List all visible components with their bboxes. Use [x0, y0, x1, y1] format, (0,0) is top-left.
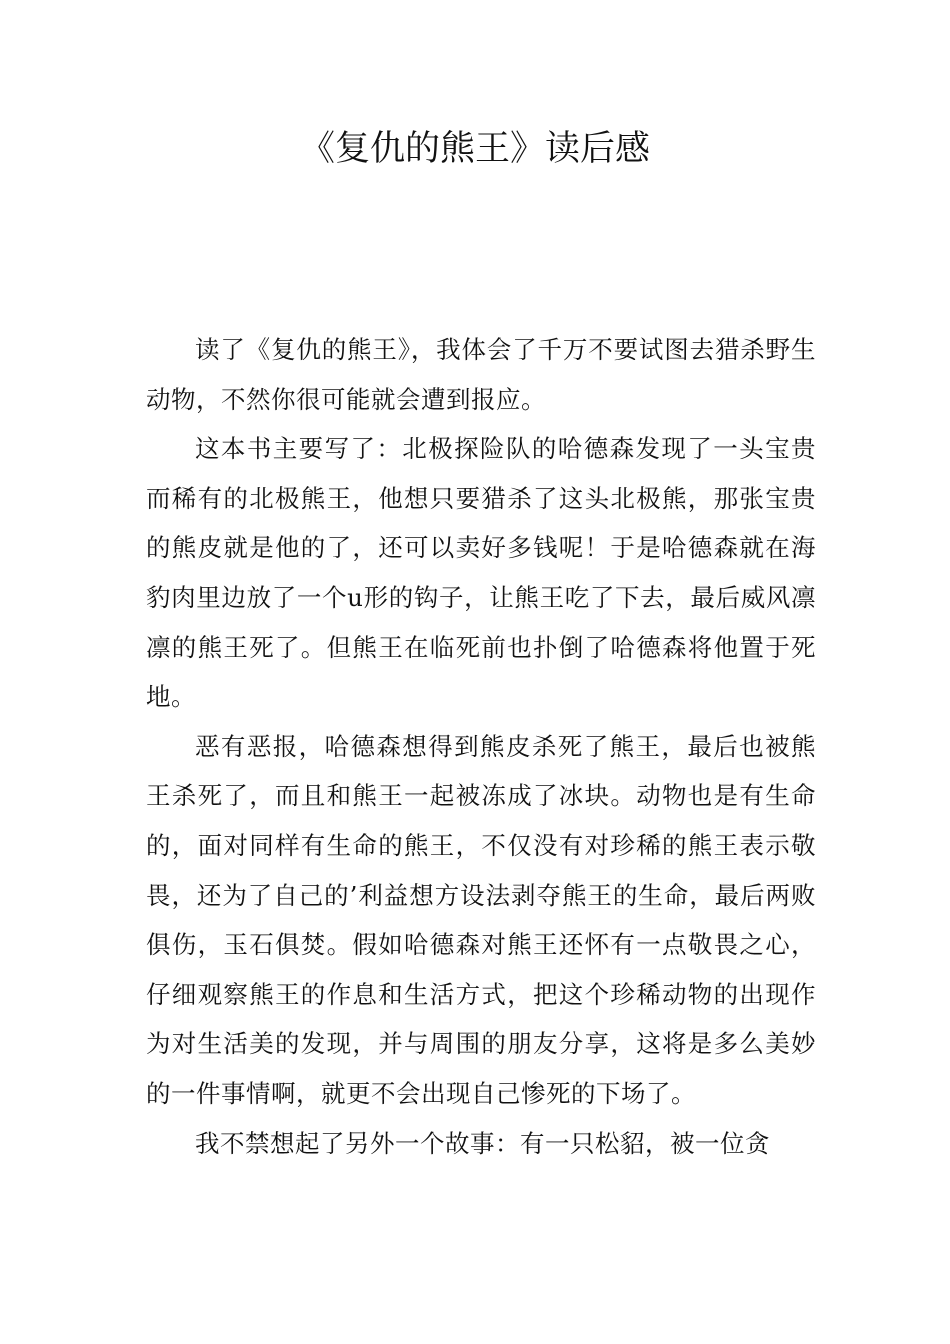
paragraph-1: 读了《复仇的熊王》，我体会了千万不要试图去猎杀野生动物，不然你很可能就会遭到报应。 — [146, 335, 816, 414]
paragraph-3: 恶有恶报，哈德森想得到熊皮杀死了熊王，最后也被熊王杀死了，而且和熊王一起被冻成了冰块。动物也是有生命的，面对同样有生命的熊王，不仅没有对珍稀的熊王表示敬畏，还为了自己的’利益想方设法剥夺熊王的生命，最后两败俱伤，玉石俱焚。假如哈德森对熊王还怀有一点敬畏之心，仔细观察熊王的作息和生活方式，把这个珍稀动物的出现作为对生活美的发现，并与周围的朋友分享，这将是多么美妙的一件事情啊，就更不会出现自己惨死的下场了。 — [146, 731, 816, 1108]
paragraph-2: 这本书主要写了：北极探险队的哈德森发现了一头宝贵而稀有的北极熊王，他想只要猎杀了这头北极熊，那张宝贵的熊皮就是他的了，还可以卖好多钱呢！于是哈德森就在海豹肉里边放了一个u形的钩子，让熊王吃了下去，最后威风凛凛的熊王死了。但熊王在临死前也扑倒了哈德森将他置于死地。 — [146, 434, 816, 712]
document-body — [146, 325, 816, 1168]
document-title: 《复仇的熊王》读后感 — [299, 129, 650, 169]
paragraph-4: 我不禁想起了另外一个故事：有一只松貂，被一位贪 — [195, 1128, 770, 1158]
